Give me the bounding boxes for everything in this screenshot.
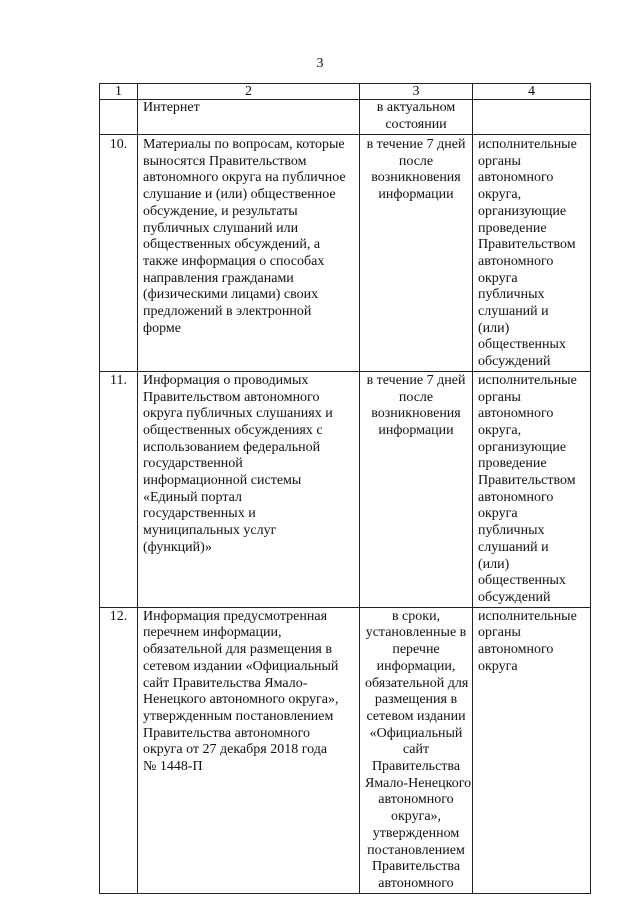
material-cell-line: Ненецкого автономного округа», bbox=[143, 692, 339, 708]
term-cell-line: после bbox=[398, 153, 434, 169]
term-cell-line: информации, bbox=[376, 658, 456, 674]
material-cell-line: общественных обсуждениях с bbox=[143, 422, 323, 438]
column-header-2: 2 bbox=[138, 84, 360, 100]
term-cell-line: Правительства bbox=[371, 759, 461, 775]
column-header-1: 1 bbox=[100, 84, 138, 100]
material-cell-line: перечнем информации, bbox=[143, 625, 282, 641]
responsible-cell bbox=[473, 607, 591, 893]
responsible-cell-line: автономного bbox=[478, 642, 554, 658]
responsible-cell-line: общественных bbox=[478, 573, 566, 589]
table-row bbox=[100, 100, 591, 135]
material-cell-line: сетевом издании «Официальный bbox=[143, 658, 339, 674]
table-row bbox=[100, 135, 591, 372]
term-cell-line: в сроки, bbox=[391, 608, 441, 624]
material-cell-line: Материалы по вопросам, которые bbox=[143, 137, 345, 152]
row-number: 12. bbox=[100, 607, 138, 893]
responsible-cell-line: (или) bbox=[478, 320, 510, 336]
term-cell bbox=[360, 100, 473, 135]
responsible-cell bbox=[473, 135, 591, 372]
responsible-cell-line: проведение bbox=[478, 456, 547, 472]
responsible-cell-line: округа, bbox=[478, 422, 522, 438]
responsible-cell bbox=[473, 100, 591, 135]
row-number bbox=[100, 100, 138, 135]
responsible-cell-line: слушаний и bbox=[478, 539, 549, 555]
responsible-cell-line: округа bbox=[478, 506, 518, 522]
material-cell-line: информационной системы bbox=[143, 473, 302, 489]
material-cell-line: общественных обсуждений, а bbox=[143, 237, 321, 253]
material-cell-line: использованием федеральной bbox=[143, 439, 321, 455]
material-cell-line: публичных слушаний или bbox=[143, 220, 299, 236]
responsible-cell-line: органы bbox=[478, 389, 521, 405]
term-cell-line: округа», bbox=[390, 809, 442, 825]
material-cell-line: направления гражданами bbox=[143, 270, 294, 286]
term-cell-line: размещения в bbox=[374, 692, 458, 708]
responsible-cell-line: Правительством bbox=[478, 473, 576, 489]
responsible-cell-line: автономного bbox=[478, 406, 554, 422]
material-cell-line: «Единый портал bbox=[143, 489, 242, 505]
term-cell-line: в течение 7 дней bbox=[366, 137, 466, 152]
column-header-4: 4 bbox=[473, 84, 591, 100]
material-cell-line: Интернет bbox=[143, 100, 200, 115]
material-cell bbox=[138, 135, 360, 372]
column-header-3: 3 bbox=[360, 84, 473, 100]
material-cell-line: государственной bbox=[143, 456, 243, 472]
term-cell-line: состоянии bbox=[385, 116, 447, 132]
term-cell-line: обязательной для bbox=[365, 675, 469, 691]
material-cell-line: государственных и bbox=[143, 506, 256, 522]
responsible-cell-line: исполнительные bbox=[478, 372, 577, 388]
responsible-cell-line: округа bbox=[478, 270, 518, 286]
term-cell-line: Ямало-Ненецкого bbox=[365, 775, 472, 791]
term-cell-line: «Официальный bbox=[369, 725, 463, 741]
term-cell-line: автономного bbox=[378, 792, 454, 808]
material-cell-line: № 1448-П bbox=[143, 759, 203, 775]
material-cell-line: (функций)» bbox=[143, 539, 212, 555]
table-header-row bbox=[100, 84, 591, 100]
material-cell bbox=[138, 100, 360, 135]
material-cell-line: утвержденным постановлением bbox=[143, 708, 334, 724]
material-cell bbox=[138, 371, 360, 607]
responsible-cell-line: органы bbox=[478, 153, 521, 169]
material-cell-line: слушание и (или) общественное bbox=[143, 187, 336, 203]
responsible-cell-line: публичных bbox=[478, 523, 545, 539]
responsible-cell-line: Правительством bbox=[478, 237, 576, 253]
row-number: 11. bbox=[100, 371, 138, 607]
responsible-cell-line: автономного bbox=[478, 489, 554, 505]
page-number: 3 bbox=[316, 56, 324, 71]
material-cell-line: Правительством автономного bbox=[143, 389, 320, 405]
material-cell-line: выносятся Правительством bbox=[143, 153, 307, 169]
term-cell-line: возникновения bbox=[371, 170, 461, 186]
material-cell-line: также информация о способах bbox=[143, 253, 325, 269]
term-cell-line: сетевом издании bbox=[366, 708, 466, 724]
term-cell-line: информации bbox=[378, 422, 454, 438]
material-cell-line: Информация предусмотренная bbox=[143, 608, 328, 624]
material-cell-line: обязательной для размещения в bbox=[143, 642, 332, 658]
responsible-cell-line: округа bbox=[478, 658, 518, 674]
material-cell-line: предложений в электронной bbox=[143, 304, 312, 320]
term-cell-line: в актуальном bbox=[376, 100, 456, 115]
responsible-cell-line: (или) bbox=[478, 556, 510, 572]
material-cell bbox=[138, 607, 360, 893]
term-cell bbox=[360, 371, 473, 607]
document-table bbox=[99, 83, 591, 894]
term-cell-line: информации bbox=[378, 187, 454, 203]
term-cell-line: Правительства bbox=[371, 859, 461, 875]
responsible-cell-line: обсуждений bbox=[478, 354, 551, 370]
responsible-cell-line: автономного bbox=[478, 253, 554, 269]
material-cell-line: автономного округа на публичное bbox=[143, 170, 346, 186]
responsible-cell-line: организующие bbox=[478, 439, 567, 455]
material-cell-line: муниципальных услуг bbox=[143, 523, 277, 539]
material-cell-line: округа от 27 декабря 2018 года bbox=[143, 742, 328, 758]
term-cell-line: сайт bbox=[402, 742, 430, 758]
row-number: 10. bbox=[100, 135, 138, 372]
term-cell bbox=[360, 135, 473, 372]
term-cell-line: утвержденном bbox=[372, 825, 460, 841]
responsible-cell-line: обсуждений bbox=[478, 589, 551, 605]
responsible-cell-line: исполнительные bbox=[478, 137, 577, 152]
responsible-cell-line: организующие bbox=[478, 203, 567, 219]
responsible-cell-line: округа, bbox=[478, 187, 522, 203]
term-cell-line: автономного bbox=[378, 875, 454, 891]
table-row bbox=[100, 371, 591, 607]
term-cell-line: перечне bbox=[392, 642, 440, 658]
responsible-cell bbox=[473, 371, 591, 607]
responsible-cell-line: проведение bbox=[478, 220, 547, 236]
responsible-cell-line: органы bbox=[478, 625, 521, 641]
responsible-cell-line: автономного bbox=[478, 170, 554, 186]
term-cell-line: постановлением bbox=[367, 842, 465, 858]
material-cell-line: (физическими лицами) своих bbox=[143, 287, 319, 303]
responsible-cell-line: исполнительные bbox=[478, 608, 577, 624]
material-cell-line: сайт Правительства Ямало- bbox=[143, 675, 308, 691]
responsible-cell-line: общественных bbox=[478, 337, 566, 353]
responsible-cell-line: слушаний и bbox=[478, 304, 549, 320]
term-cell bbox=[360, 607, 473, 893]
term-cell-line: в течение 7 дней bbox=[366, 372, 466, 388]
material-cell-line: округа публичных слушаниях и bbox=[143, 406, 333, 422]
material-cell-line: форме bbox=[143, 320, 181, 336]
term-cell-line: установленные в bbox=[365, 625, 467, 641]
table-row bbox=[100, 607, 591, 893]
responsible-cell-line: публичных bbox=[478, 287, 545, 303]
material-cell-line: Правительства автономного bbox=[143, 725, 310, 741]
term-cell-line: после bbox=[398, 389, 434, 405]
material-cell-line: обсуждение, и результаты bbox=[143, 203, 298, 219]
material-cell-line: Информация о проводимых bbox=[143, 372, 309, 388]
term-cell-line: возникновения bbox=[371, 406, 461, 422]
